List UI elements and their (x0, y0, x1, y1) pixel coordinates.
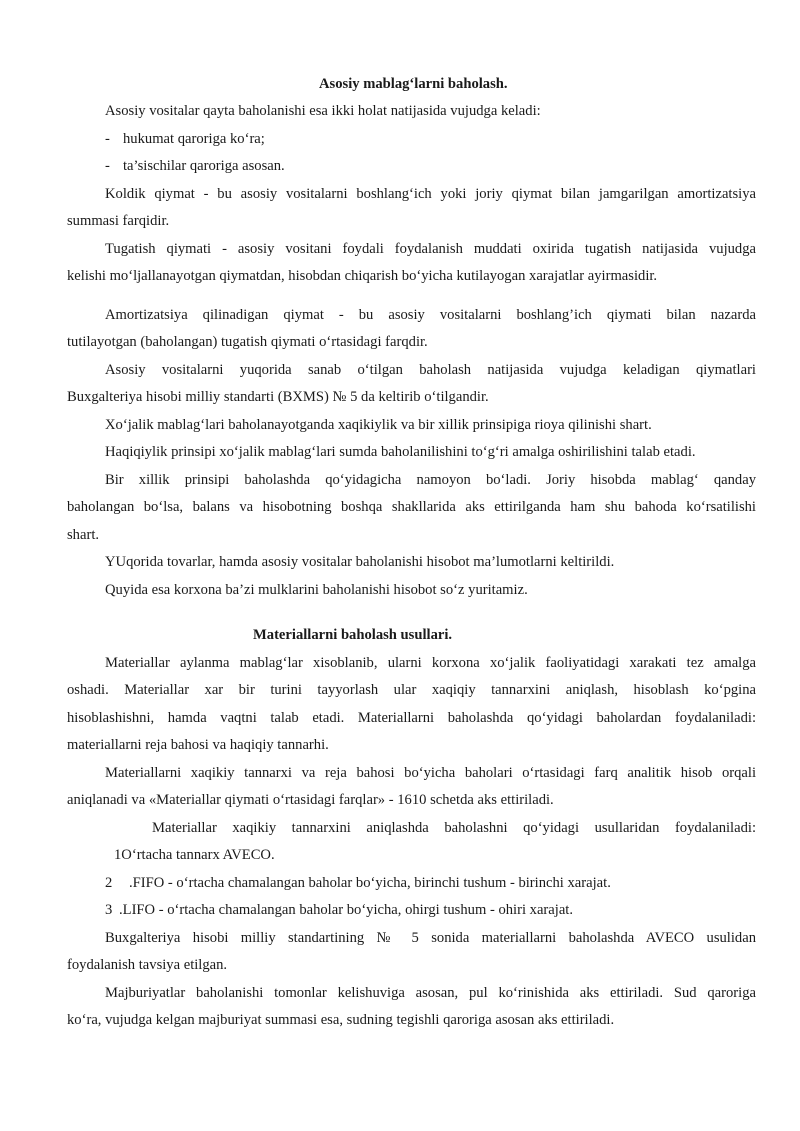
paragraph-line: shart. (67, 527, 100, 543)
paragraph-line: foydalanish tavsiya etilgan. (67, 957, 228, 973)
paragraph-line: Asosiy vositalar qayta baholanishi esa ikki holat natijasida vujudga keladi: (105, 103, 541, 119)
bullet-text: hukumat qaroriga ko‘ra; (123, 131, 265, 147)
paragraph-line: Asosiy vositalarni yuqorida sanab o‘tilgan baholash natijasida vujudga keladigan qiymatlari (105, 362, 756, 378)
paragraph-line: Majburiyatlar baholanishi tomonlar kelishuviga asosan, pul ko‘rinishida aks ettiriladi. Sud qaroriga (105, 985, 756, 1001)
paragraph-line: baholangan bo‘lsa, balans va hisobotning boshqa shakllarida aks ettirilganda ham shu bahoda ko‘rsatilishi (67, 499, 756, 515)
list-number: 3 (105, 902, 113, 918)
paragraph-line: kelishi mo‘ljallanayotgan qiymatdan, hisobdan chiqarish bo‘yicha kutilayogan xarajatlar ayirmasidir. (67, 268, 658, 284)
bullet-dash: - (105, 131, 110, 147)
bullet-text: ta’sischilar qaroriga asosan. (123, 158, 285, 174)
paragraph-line: ko‘ra, vujudga kelgan majburiyat summasi esa, sudning tegishli qaroriga asosan aks ettiriladi. (67, 1012, 615, 1028)
paragraph-line: tutilayotgan (baholangan) tugatish qiymati o‘rtasidagi farqdir. (67, 334, 428, 350)
paragraph-line: Xo‘jalik mablag‘lari baholanayotganda xaqikiylik va bir xillik prinsipiga rioya qilinishi shart. (105, 417, 652, 433)
list-item: .LIFO - o‘rtacha chamalangan baholar bo‘yicha, ohirgi tushum - ohiri xarajat. (119, 902, 574, 918)
paragraph-line: aniqlanadi va «Materiallar qiymati o‘rtasidagi farqlar» - 1610 schetda aks ettiriladi. (67, 792, 554, 808)
paragraph-line: Haqiqiylik prinsipi xo‘jalik mablag‘lari sumda baholanilishini to‘g‘ri amalga oshirilishini talab etadi. (105, 444, 696, 460)
bullet-dash: - (105, 158, 110, 174)
paragraph-line: materiallarni reja bahosi va haqiqiy tannarhi. (67, 737, 329, 753)
paragraph-line: Materiallar xaqikiy tannarxini aniqlashda baholashni qo‘yidagi usullaridan foydalaniladi: (152, 820, 756, 836)
paragraph-line: Materiallar aylanma mablag‘lar xisoblanib, ularni korxona xo‘jalik faoliyatidagi xarakati tez amalga (105, 655, 756, 671)
section-heading-materials: Materiallarni baholash usullari. (253, 627, 453, 643)
list-item: 1O‘rtacha tannarx AVECO. (114, 847, 275, 863)
paragraph-line: hisoblashishni, hamda vaqtni talab etadi. Materiallarni baholashda qo‘yidagi baholardan foydalaniladi: (67, 710, 756, 726)
paragraph-line: Quyida esa korxona ba’zi mulklarini baholanishi hisobot so‘z yuritamiz. (105, 582, 528, 598)
paragraph-line: Koldik qiymat - bu asosiy vositalarni boshlang‘ich yoki joriy qiymat bilan jamgarilgan amortizatsiya (105, 186, 756, 202)
paragraph-line: Bir xillik prinsipi baholashda qo‘yidagicha namoyon bo‘ladi. Joriy hisobda mablag‘ qanday (105, 472, 756, 488)
paragraph-line: Amortizatsiya qilinadigan qiymat - bu asosiy vositalarni boshlang’ich qiymati bilan nazarda (105, 307, 756, 323)
list-number: 2 (105, 875, 113, 891)
list-item: .FIFO - o‘rtacha chamalangan baholar bo‘yicha, birinchi tushum - birinchi xarajat. (129, 875, 611, 891)
paragraph-line: Buxgalteriya hisobi milliy standartining № 5 sonida materiallarni baholashda AVECO usulidan (105, 930, 756, 946)
paragraph-line: Tugatish qiymati - asosiy vositani foydali foydalanish muddati oxirida tugatish natijasida vujudga (105, 241, 756, 257)
paragraph-line: YUqorida tovarlar, hamda asosiy vositalar baholanishi hisobot ma’lumotlarni keltirildi. (105, 554, 615, 570)
paragraph-line: Materiallarni xaqikiy tannarxi va reja bahosi bo‘yicha baholari o‘rtasidagi farq analitik hisob orqali (105, 765, 756, 781)
paragraph-line: summasi farqidir. (67, 213, 170, 229)
paragraph-line: Buxgalteriya hisobi milliy standarti (BXMS) № 5 da keltirib o‘tilgandir. (67, 389, 489, 405)
section-heading-fixed-assets: Asosiy mablag‘larni baholash. (319, 76, 508, 92)
paragraph-line: oshadi. Materiallar xar bir turini tayyorlash ular xaqiqiy tannarxini aniqlash, hisoblash ko‘pgina (67, 682, 756, 698)
